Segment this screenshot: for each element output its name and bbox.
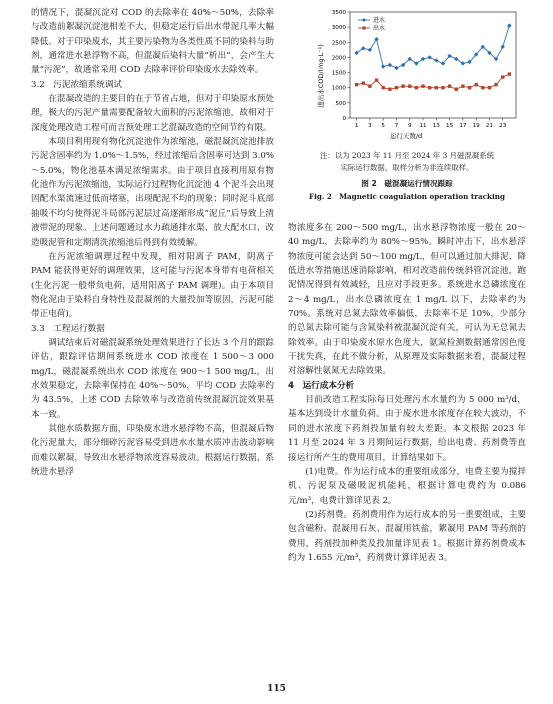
data-point — [368, 48, 372, 52]
y-tick-label: 0 — [342, 116, 346, 122]
data-point — [428, 86, 431, 89]
right-column — [288, 221, 526, 565]
data-point — [394, 66, 398, 70]
data-point — [375, 78, 378, 81]
data-point — [382, 86, 385, 89]
y-tick-label: 2000 — [331, 55, 346, 62]
x-axis-label: 运行天数/d — [389, 132, 423, 140]
y-tick-label: 2500 — [331, 40, 346, 47]
data-point — [474, 83, 477, 86]
data-point — [362, 81, 365, 84]
chart-ticks — [332, 10, 507, 129]
legend-label: 出水 — [373, 25, 386, 33]
x-tick-label: 23 — [499, 123, 507, 129]
x-tick-label: 5 — [381, 123, 385, 129]
data-point — [368, 85, 371, 88]
legend-marker — [362, 26, 365, 29]
data-point — [435, 86, 438, 89]
paragraph: 在污泥浓缩调理过程中发现，相对阳离子 PAM，阴离子 PAM 能获得更好的调理效果，这可能与污泥本身带有电荷相关(生化污泥一般带负电荷，适用阳离子 PAM 调理)。由于本项目物化泥由于染料自身特性及混凝剂的大量投加等原因，污泥可能带正电荷)。 — [31, 251, 274, 320]
section-heading-3-2: 3.2 污泥浓缩系统调试 — [31, 79, 123, 90]
data-point — [494, 83, 497, 86]
y-tick-label: 1000 — [331, 85, 346, 92]
x-tick-label: 3 — [368, 123, 372, 129]
data-point — [388, 63, 392, 67]
series-line-outflow — [357, 74, 510, 89]
x-tick-label: 17 — [459, 123, 467, 129]
data-point — [374, 37, 378, 41]
y-tick-label: 3000 — [331, 25, 346, 32]
data-point — [455, 88, 458, 91]
data-point — [488, 86, 491, 89]
x-tick-label: 11 — [419, 123, 427, 129]
paragraph: (1)电费。作为运行成本的重要组成部分，电费主要为搅拌机、污泥泵及磁吸泥机能耗，根据计算电费约为 0.086 元/m³，电费计算详见表 2。 — [288, 466, 526, 506]
paragraph: 调试结束后对磁混凝系统处理效果进行了长达 3 个月的跟踪评估，跟踪评估期间系统进水 COD 浓度在 1 500～3 000 mg/L，磁混凝系统出水 COD 浓度在 900～1 500 mg/L，出水效果稳定，去除率保持在 40%～50%，平均 COD 去除率约为 43.5%，上述 COD 去除效率与改造前传统混凝沉淀效果基本一致。 — [31, 337, 274, 420]
data-point — [508, 72, 511, 75]
figure-note — [300, 150, 514, 173]
x-tick-label: 9 — [407, 123, 412, 129]
figure-caption-en: Fig. 2 Magnetic coagulation operation tracking — [309, 192, 505, 201]
data-point — [501, 45, 505, 49]
data-point — [355, 83, 358, 86]
x-tick-label: 7 — [394, 123, 399, 129]
y-tick-label: 500 — [335, 100, 346, 107]
paragraph: 本项目利用现有物化沉淀池作为浓缩池，磁混凝沉淀池排放污泥含固率约为 1.0%～1.5%，经过浓缩后含固率可达到 3.0%～5.0%，物化池基本满足浓缩需求。由于项目直接利用原有物化池作为污泥浓缩池，实际运行过程物化沉淀池 4 个泥斗会出现因配水渠流速过低而堵塞，出现配泥不均的现象；同时泥斗底部抽吸不均匀使得泥斗局部污泥层过高逐渐形成“泥丘”后导致上清液带泥的现象。上述问题通过水力疏通排水渠、放大配水口、改造吸泥管和定期清洗浓缩池后得到有效缓解。 — [31, 137, 274, 248]
data-point — [381, 64, 385, 68]
data-point — [415, 86, 418, 89]
data-point — [507, 23, 511, 27]
data-point — [427, 55, 431, 59]
y-tick-label: 1500 — [331, 70, 346, 77]
paragraph: 在混凝改造的主要目的在于节省占地，但对于印染原水预处理，极大的污泥产量需要配备较大面积的污泥浓缩池，故相对于深度处理改造工程可而言预处理工艺混凝改造的空间节约有限。 — [31, 94, 274, 133]
x-tick-label: 15 — [446, 123, 454, 129]
x-tick-label: 13 — [432, 123, 440, 129]
page-number: 115 — [267, 684, 286, 694]
x-tick-label: 21 — [485, 123, 494, 129]
data-point — [401, 85, 404, 88]
paragraph: 目前改造工程实际每日处理污水水量约为 5 000 m³/d，基本达到设计水量负荷。由于废水进水浓度存在较大波动，不同的进水浓度下药剂投加量有较大差距。本文根据 2023 年 11 月至 2024 年 3 月期间运行数据，给出电费、药剂费等直接运行所产生的费用项目，计算结果如下。 — [288, 395, 526, 463]
data-point — [395, 86, 398, 89]
data-point — [461, 85, 464, 88]
data-point — [468, 86, 471, 89]
chart-legend — [358, 16, 385, 32]
x-tick-label: 19 — [472, 123, 480, 129]
y-tick-label: 3500 — [331, 10, 346, 16]
data-point — [448, 85, 451, 88]
section-heading-3-3: 3.3 工程运行数据 — [31, 323, 105, 334]
y-axis-label: 进出水COD/(mg·L⁻¹) — [317, 44, 325, 108]
left-column — [31, 6, 274, 479]
cod-line-chart — [288, 4, 526, 154]
data-point — [421, 85, 424, 88]
figure-note-line: 实际运行数据，取样分析为非连续取样。 — [340, 162, 474, 172]
data-point — [434, 58, 438, 62]
paragraph: 其他水质数据方面，印染废水进水悬浮物不高，但混凝后物化污泥量大，部分细碎污泥容易受到进水水量水质冲击波动影响而难以絮凝，导致出水悬浮物浓度容易波动。根据运行数据，系统进水悬浮 — [31, 423, 274, 477]
legend-marker — [362, 18, 366, 22]
data-point — [388, 88, 391, 91]
paragraph: (2)药剂费。药剂费用作为运行成本的另一重要组成，主要包含磁粉、混凝用石灰、混凝用铁盐，絮凝用 PAM 等药剂的费用，药剂投加种类及投加量详见表 1。根据计算药剂费成本约为 1.655 元/m³，药剂费计算详见表 3。 — [288, 509, 526, 563]
x-tick-label: 1 — [354, 123, 359, 129]
data-point — [501, 75, 504, 78]
data-point — [408, 85, 411, 88]
paragraph: 物浓度多在 200～500 mg/L，出水悬浮物浓度一般在 20～40 mg/L，去除率约为 80%～95%。瞬时冲击下，出水悬浮物浓度可能会达到 50～100 mg/L，但可以通过加大排泥、降低进水等措施迅速消除影响，相对改造前传统斜管沉淀池，跑泥情况得到有效减轻，且应对手段更多。系统进水总磷浓度在 2～4 mg/L，出水总磷浓度在 1 mg/L 以下，去除率约为 70%。系统对总氮去除效率偏低，去除率不足 10%，少部分的总氮去除可能与含氮染料被混凝沉淀有关，可认为无总氮去除效率。由于印染废水原水色度大，氨氮检测数据通常因色度干扰失真，在此不做分析，从原理及实际数据来看，混凝过程对溶解性氨氮无去除效果。 — [288, 223, 526, 377]
data-point — [481, 86, 484, 89]
paragraph: 的情况下，混凝沉淀对 COD 的去除率在 40%～50%，去除率与改造前絮凝沉淀池相差不大，但稳定运行后出水带泥几率大幅降低。对于印染废水，其主要污染物为各类性质不同的染料与助剂，通常进水悬浮物不高，但混凝后染料大量“析出”，会产生大量“污泥”，故通常采用 COD 去除率评价印染废水去除效率。 — [31, 8, 274, 76]
chart-series — [354, 23, 511, 91]
data-point — [441, 86, 444, 89]
legend-label: 进水 — [373, 17, 386, 25]
section-heading-4: 4 运行成本分析 — [288, 380, 355, 391]
figure-caption-cn: 图 2 磁混凝运行情况跟踪 — [361, 179, 453, 188]
figure-note-line: 注：以为 2023 年 11 月至 2024 年 3 月磁混凝系统 — [320, 151, 494, 160]
